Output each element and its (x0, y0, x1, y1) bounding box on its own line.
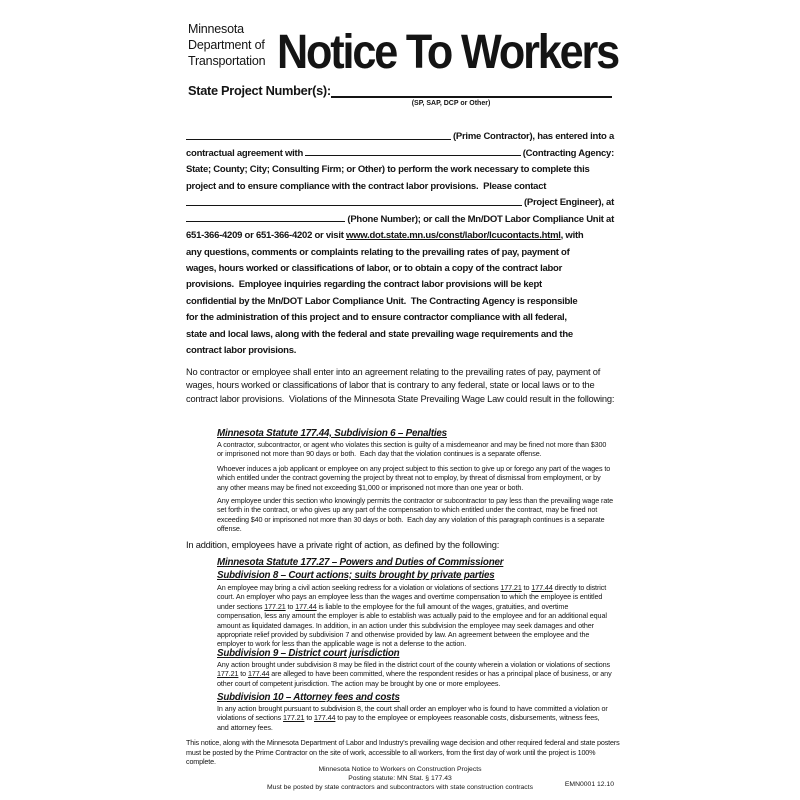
intro-text: any questions, comments or complaints relating to the prevailing rates of pay, payment of (186, 246, 570, 258)
state-project-number-label: State Project Number(s): (188, 83, 331, 98)
agency-line-1: Minnesota (188, 22, 244, 36)
intro-line (186, 208, 614, 224)
intro-line (186, 323, 614, 339)
penalties-paragraph-1: A contractor, subcontractor, or agent who violates this section is guilty of a misdemeanor and may be fined not more than $300 or imprisoned not more than 90 days or both. Each day that the violation continues is a separate offense. (217, 440, 609, 459)
intro-text: (Phone Number); or call the Mn/DOT Labor Compliance Unit at (347, 213, 614, 225)
intro-text: (Contracting Agency: (522, 147, 614, 159)
intro-line (186, 192, 614, 208)
statute-177-44-heading: Minnesota Statute 177.44, Subdivision 6 – Penalties (217, 428, 447, 439)
agency-line-3: Transportation (188, 54, 266, 68)
subdivision-9-paragraph: Any action brought under subdivision 8 may be filed in the district court of the county wherein a violation or violations of sections 177.21 to 177.44 are alleged to have been committed, where the respondent resides or has a principal place of business, or any other court of competent jurisdiction. The action may be brought by one or more employees. (217, 660, 614, 688)
intro-text: (Prime Contractor), has entered into a (452, 131, 614, 143)
phone-number-blank (186, 221, 345, 222)
intro-text: confidential by the Mn/DOT Labor Compliance Unit. The Contracting Agency is responsible (186, 295, 578, 307)
intro-text: wages, hours worked or classifications of labor, or to obtain a copy of the contract labor (186, 262, 563, 274)
intro-text: 651-366-4209 or 651-366-4202 or visit (186, 230, 347, 242)
subdivision-9-heading: Subdivision 9 – District court jurisdiction (217, 648, 400, 659)
intro-line (186, 159, 614, 175)
intro-line (186, 241, 614, 257)
intro-line (186, 290, 614, 306)
footer-statute: Posting statute: MN Stat. § 177.43 (348, 774, 452, 782)
lcu-contacts-url: www.dot.state.mn.us/const/labor/lcucontacts.html (346, 230, 561, 242)
intro-line (186, 307, 614, 323)
intro-text: for the administration of this project and to ensure contractor compliance with all federal, (186, 312, 567, 324)
agency-name (188, 21, 265, 69)
project-engineer-blank (186, 205, 522, 206)
contracting-agency-blank (305, 155, 520, 156)
intro-text: (Project Engineer), at (523, 197, 614, 209)
intro-line (186, 175, 614, 191)
form-code: EMN0001 12.10 (564, 781, 614, 788)
prime-contractor-blank (186, 139, 451, 140)
statute-177-27-heading: Minnesota Statute 177.27 – Powers and Duties of Commissioner (217, 557, 504, 568)
agency-line-2: Department of (188, 38, 265, 52)
intro-paragraph (186, 126, 614, 356)
state-project-number-row (188, 82, 612, 98)
subdivision-10-heading: Subdivision 10 – Attorney fees and costs (217, 692, 400, 703)
intro-text: provisions. Employee inquiries regarding the contract labor provisions will be kept (186, 279, 542, 291)
intro-line (186, 274, 614, 290)
intro-text: , with (560, 230, 584, 242)
intro-text: project and to ensure compliance with the contract labor provisions. Please contact (186, 180, 547, 192)
intro-line (186, 340, 614, 356)
intro-text: contract labor provisions. (186, 345, 297, 357)
intro-text: contractual agreement with (186, 147, 304, 159)
footer-title: Minnesota Notice to Workers on Construction Projects (318, 766, 482, 773)
posting-requirement-paragraph: This notice, along with the Minnesota Department of Labor and Industry's prevailing wage decision and other required federal and state posters must be posted by the Prime Contractor on the site of work, accessible to all workers, from the first day of work until the project is 100% complete. (186, 738, 622, 767)
intro-text: state and local laws, along with the federal and state prevailing wage requirements and the (186, 328, 573, 340)
subdivision-8-heading: Subdivision 8 – Court actions; suits brought by private parties (217, 570, 495, 581)
state-project-number-blank (331, 82, 612, 98)
document-title: Notice To Workers (277, 26, 618, 79)
penalties-paragraph-2: Whoever induces a job applicant or employee on any project subject to this section to give up or forego any part of the wages to which entitled under the contract governing the project by threat not to employ, by threat of dismissal from employment, or by any other means may be fined not exceeding $1,000 or imprisoned not more than one year or both. (217, 464, 613, 492)
project-number-hint: (SP, SAP, DCP or Other) (411, 100, 491, 107)
footer-posting-note: Must be posted by state contractors and subcontractors with state construction contracts (267, 783, 533, 791)
subdivision-8-paragraph: An employee may bring a civil action seeking redress for a violation or violations of sections 177.21 to 177.44 directly to district court. An employer who pays an employee less than the wages and overtime compensation to which the employee is entitled under sections 177.21 to 177.44 is liable to the employee for the full amount of the wages, gratuities, and overtime compensation, less any amount the employer is able to establish was actually paid to the employee and for an additional equal amount as liquidated damages. In addition, in an action under this subdivision the employee may seek damages and other appropriate relief provided by subdivision 7 and otherwise provided by law. An agreement between the employee and the employer to work for less than the applicable wage is not a defense to the action. (217, 583, 609, 649)
intro-line (186, 142, 614, 158)
intro-line (186, 258, 614, 274)
no-contractor-paragraph: No contractor or employee shall enter into an agreement relating to the prevailing rates of pay, payment of wages, hours worked or classifications of labor that is contrary to any federal, state or local laws or to the contract labor provisions. Violations of the Minnesota State Prevailing Wage Law could result in the following: (186, 367, 615, 404)
private-right-of-action-line: In addition, employees have a private right of action, as defined by the following: (186, 540, 500, 550)
intro-line (186, 126, 614, 142)
intro-text: State; County; City; Consulting Firm; or Other) to perform the work necessary to complete this (186, 164, 590, 176)
intro-line (186, 225, 614, 241)
subdivision-10-paragraph: In any action brought pursuant to subdivision 8, the court shall order an employer who is found to have committed a violation or violations of sections 177.21 to 177.44 to pay to the employee or employees reasonable costs, disbursements, witness fees, and attorney fees. (217, 704, 610, 732)
penalties-paragraph-3: Any employee under this section who knowingly permits the contractor or subcontractor to pay less than the prevailing wage rate set forth in the contract, or who gives up any part of the compensation to which entitled under the contract, may be fined not exceeding $40 or imprisoned not more than 30 days or both. Each day any violation of this paragraph continues is a separate offense. (217, 496, 615, 534)
footer (186, 766, 614, 792)
